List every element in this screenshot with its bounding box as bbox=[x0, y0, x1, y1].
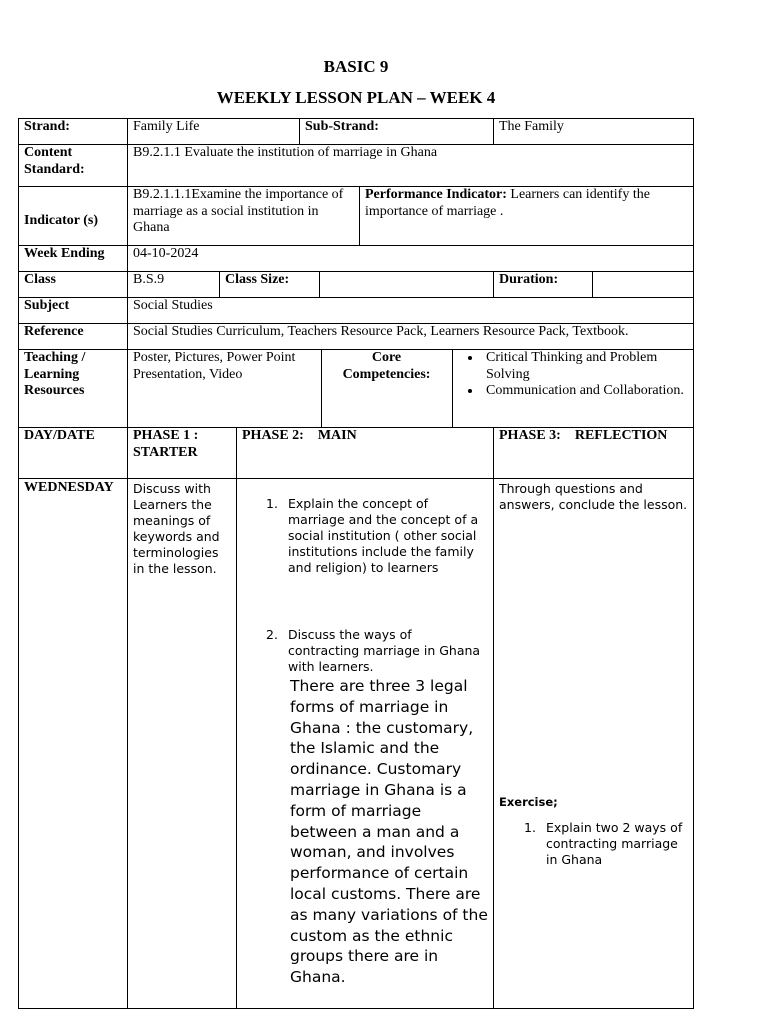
reflection-text: Through questions and answers, conclude the lesson. bbox=[499, 481, 688, 512]
core-competencies-label: Core Competencies: bbox=[342, 350, 431, 382]
resources-value: Poster, Pictures, Power Point Presentation, Video bbox=[133, 350, 296, 382]
main-item-text: Discuss the ways of contracting marriage in Ghana with learners. bbox=[288, 627, 481, 674]
exercise-item-number: 1. bbox=[524, 820, 536, 835]
subject-label: Subject bbox=[24, 298, 70, 313]
substrand-label: Sub-Strand: bbox=[305, 119, 379, 134]
content-standard-label: Content Standard: bbox=[24, 145, 85, 177]
phase1-header: PHASE 1 : STARTER bbox=[133, 428, 199, 460]
class-value: B.S.9 bbox=[133, 272, 165, 287]
class-size-label: Class Size: bbox=[225, 272, 290, 287]
phase3-header: PHASE 3: REFLECTION bbox=[499, 428, 668, 443]
reference-value: Social Studies Curriculum, Teachers Resource Pack, Learners Resource Pack, Textbook. bbox=[133, 324, 629, 339]
subject-value: Social Studies bbox=[133, 298, 213, 313]
main-item-text: Explain the concept of marriage and the concept of a social institution ( other social institutions include the family and religion) to learners bbox=[288, 496, 479, 575]
starter-text: Discuss with Learners the meanings of keywords and terminologies in the lesson. bbox=[133, 481, 220, 576]
core-competencies-list bbox=[452, 349, 694, 401]
content-standard-value: B9.2.1.1 Evaluate the institution of marriage in Ghana bbox=[133, 145, 438, 160]
day-date-header: DAY/DATE bbox=[24, 428, 95, 443]
performance-indicator bbox=[359, 186, 694, 221]
substrand-value: The Family bbox=[499, 119, 564, 134]
duration-label: Duration: bbox=[499, 272, 559, 287]
main-paragraph: There are three 3 legal forms of marriage in Ghana : the customary, the Islamic and the ordinance. Customary marriage in Ghana is a form of marriage between a man and a woman, and involves performance of certain local customs. There are as many variations of the custom as the ethnic groups there are in Ghana. bbox=[290, 677, 488, 987]
exercise-item-text: Explain two 2 ways of contracting marriage in Ghana bbox=[546, 820, 683, 867]
phase2-header: PHASE 2: MAIN bbox=[242, 428, 357, 443]
page-title: BASIC 9 bbox=[323, 57, 389, 76]
class-size-value bbox=[319, 271, 493, 273]
performance-value: Learners can identify the importance of marriage . bbox=[365, 187, 650, 219]
resources-label: Teaching / Learning Resources bbox=[24, 350, 86, 398]
day-value: WEDNESDAY bbox=[24, 480, 114, 495]
reference-label: Reference bbox=[24, 324, 84, 339]
duration-value bbox=[592, 271, 694, 273]
main-item-2 bbox=[266, 627, 486, 675]
page-subtitle: WEEKLY LESSON PLAN – WEEK 4 bbox=[216, 88, 496, 107]
indicator-value: B9.2.1.1.1Examine the importance of marriage as a social institution in Ghana bbox=[133, 187, 344, 235]
class-label: Class bbox=[24, 272, 56, 287]
performance-label: Performance Indicator: bbox=[365, 187, 507, 202]
main-item-number: 2. bbox=[266, 627, 278, 642]
strand-label: Strand: bbox=[24, 119, 70, 134]
list-item: • Communication and Collaboration. bbox=[482, 383, 688, 400]
strand-value: Family Life bbox=[133, 119, 200, 134]
main-item-1 bbox=[266, 496, 486, 576]
list-item: • Critical Thinking and Problem Solving bbox=[482, 350, 688, 383]
indicator-label: Indicator (s) bbox=[24, 213, 99, 228]
week-ending-value: 04-10-2024 bbox=[133, 246, 199, 261]
exercise-label: Exercise; bbox=[499, 795, 558, 809]
main-item-number: 1. bbox=[266, 496, 278, 511]
week-ending-label: Week Ending bbox=[24, 246, 105, 261]
exercise-item-1 bbox=[524, 820, 689, 868]
